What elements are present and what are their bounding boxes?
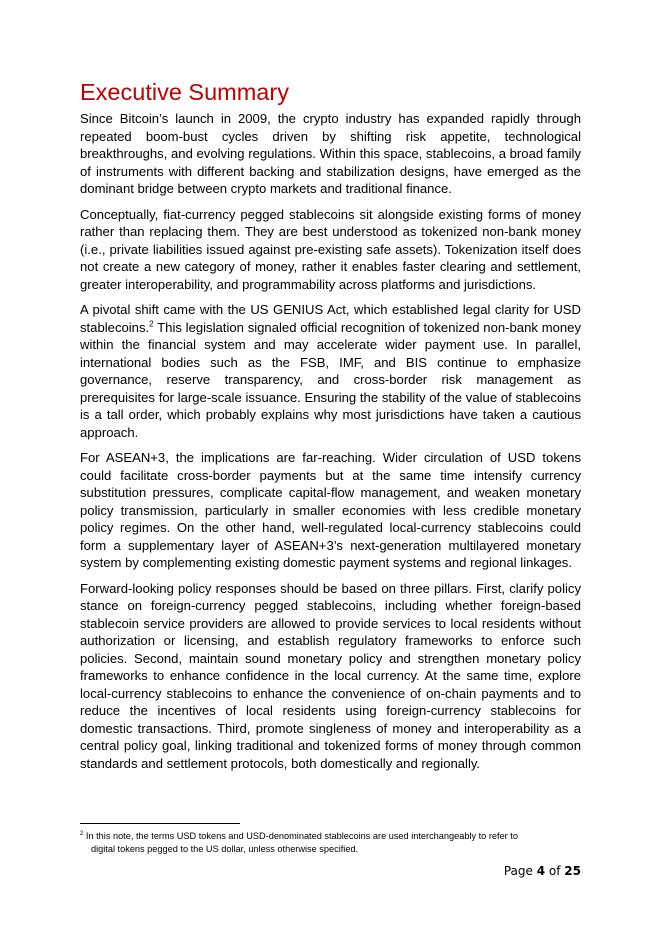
footnote-text-line-1: In this note, the terms USD tokens and USD-denominated stablecoins are used interchangeably to refer to xyxy=(83,831,518,841)
body-text xyxy=(80,110,581,780)
footnote-text-line-2: digital tokens pegged to the US dollar, unless otherwise specified. xyxy=(91,843,359,854)
page-number-total: 25 xyxy=(564,864,581,878)
paragraph-3 xyxy=(80,301,581,441)
footnote-number: 2 xyxy=(80,830,84,837)
footnote xyxy=(80,830,581,855)
paragraph-1: Since Bitcoin’s launch in 2009, the crypto industry has expanded rapidly through repeated boom-bust cycles driven by shifting risk appetite, technological breakthroughs, and evolving regulations. Within this space, stablecoins, a broad family of instruments with different backing and stabilization designs, have emerged as the dominant bridge between crypto markets and traditional finance. xyxy=(80,111,581,196)
page-number-prefix: Page xyxy=(503,864,537,878)
paragraph-3-text-end: This legislation signaled official recognition of tokenized non-bank money within the financial system and may accelerate wider payment use. In parallel, international bodies such as the FSB, IMF, and BIS continue to emphasize governance, reserve transparency, and cross-border risk management as prerequisites for large-scale issuance. Ensuring the stability of the value of stablecoins is a tall order, which probably explains why most jurisdictions have taken a cautious approach. xyxy=(80,319,581,440)
footnote-reference[interactable]: 2 xyxy=(149,319,154,329)
page-number xyxy=(504,864,581,879)
paragraph-4: For ASEAN+3, the implications are far-reaching. Wider circulation of USD tokens could facilitate cross-border payments but at the same time intensify currency substitution pressures, complicate capital-flow management, and weaken monetary policy transmission, particularly in smaller economies with less credible monetary policy regimes. On the other hand, well-regulated local-currency stablecoins could form a supplementary layer of ASEAN+3’s next-generation multilayered monetary system by complementing existing domestic payment systems and regional linkages. xyxy=(80,450,581,570)
paragraph-2: Conceptually, fiat-currency pegged stablecoins sit alongside existing forms of money rather than replacing them. They are best understood as tokenized non-bank money (i.e., private liabilities issued against pre-existing safe assets). Tokenization itself does not create a new category of money, rather it enables faster clearing and settlement, greater interoperability, and programmability across platforms and jurisdictions. xyxy=(80,206,581,292)
footnote-divider xyxy=(80,823,240,824)
page-number-separator: of xyxy=(545,864,565,878)
page-number-current: 4 xyxy=(536,864,546,878)
paragraph-5: Forward-looking policy responses should be based on three pillars. First, clarify policy stance on foreign-currency pegged stablecoins, including whether foreign-based stablecoin service providers are allowed to provide services to local residents without authorization or licensing, and establish regulatory frameworks to enforce such policies. Second, maintain sound monetary policy and strengthen monetary policy frameworks to enhance confidence in the local currency. At the same time, explore local-currency stablecoins to enhance the convenience of on-chain payments and to reduce the incentives of local residents using foreign-currency stablecoins for domestic transactions. Third, promote singleness of money and interoperability as a central policy goal, linking traditional and tokenized forms of money through common standards and settlement protocols, both domestically and regionally. xyxy=(80,580,581,771)
paragraph-3-text-start: A pivotal shift came with the US GENIUS Act, which established legal clarity for USD stablecoins. xyxy=(80,302,581,335)
page-title: Executive Summary xyxy=(80,79,289,105)
